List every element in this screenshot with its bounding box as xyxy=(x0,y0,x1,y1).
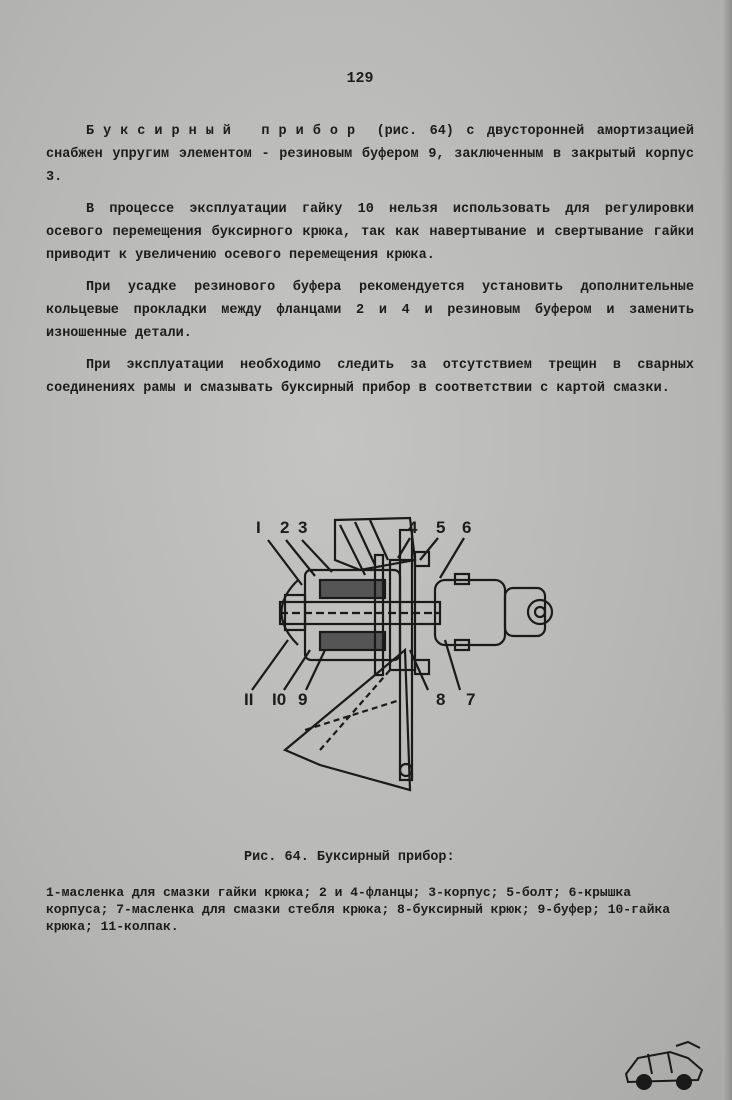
callout-5: 5 xyxy=(436,518,446,537)
figure-legend: 1-масленка для смазки гайки крюка; 2 и 4-фланцы; 3-корпус; 5-болт; 6-крышка корпуса; 7-масленка для смазки стебля крюка; 8-буксирный крюк; 9-буфер; 10-гайка крюка; 11-колпак. xyxy=(46,885,671,934)
callout-4: 4 xyxy=(408,518,418,537)
paragraph-2: В процессе эксплуатации гайку 10 нельзя использовать для регулировки осевого перемещения буксирного крюка, так как навертывание и свертывание гайки приводит к увеличению осевого перемещения крюка. xyxy=(46,202,694,263)
page-number: 129 xyxy=(346,70,374,87)
paragraph-1-heading: Буксирный прибор xyxy=(86,124,365,139)
body-text xyxy=(46,120,694,409)
paragraph-4: При эксплуатации необходимо следить за отсутствием трещин в сварных соединениях рамы и смазывать буксирный прибор в соответствии с картой смазки. xyxy=(46,358,694,396)
callout-9: 9 xyxy=(298,690,308,709)
page-edge-shadow xyxy=(722,0,732,1100)
callout-2: 2 xyxy=(280,518,290,537)
towing-device-drawing xyxy=(240,500,570,800)
towing-device-svg xyxy=(240,500,570,800)
callout-6: 6 xyxy=(462,518,472,537)
truck-stamp-icon xyxy=(618,1040,708,1092)
callout-10: I0 xyxy=(272,690,287,709)
callout-3: 3 xyxy=(298,518,308,537)
paragraph-3: При усадке резинового буфера рекомендуется установить дополнительные кольцевые прокладки между фланцами 2 и 4 и резиновым буфером и заменить изношенные детали. xyxy=(46,280,694,341)
callout-7: 7 xyxy=(466,690,476,709)
callout-11: II xyxy=(244,690,254,709)
callout-8: 8 xyxy=(436,690,446,709)
figure-caption: Рис. 64. Буксирный прибор: xyxy=(244,850,455,865)
callout-1: I xyxy=(256,518,261,537)
paragraph-1-text: (рис. 64) с двусторонней амортизацией снабжен упругим элементом - резиновым буфером 9, заключенным в закрытый корпус 3. xyxy=(46,124,694,185)
paragraph-1 xyxy=(46,120,694,189)
